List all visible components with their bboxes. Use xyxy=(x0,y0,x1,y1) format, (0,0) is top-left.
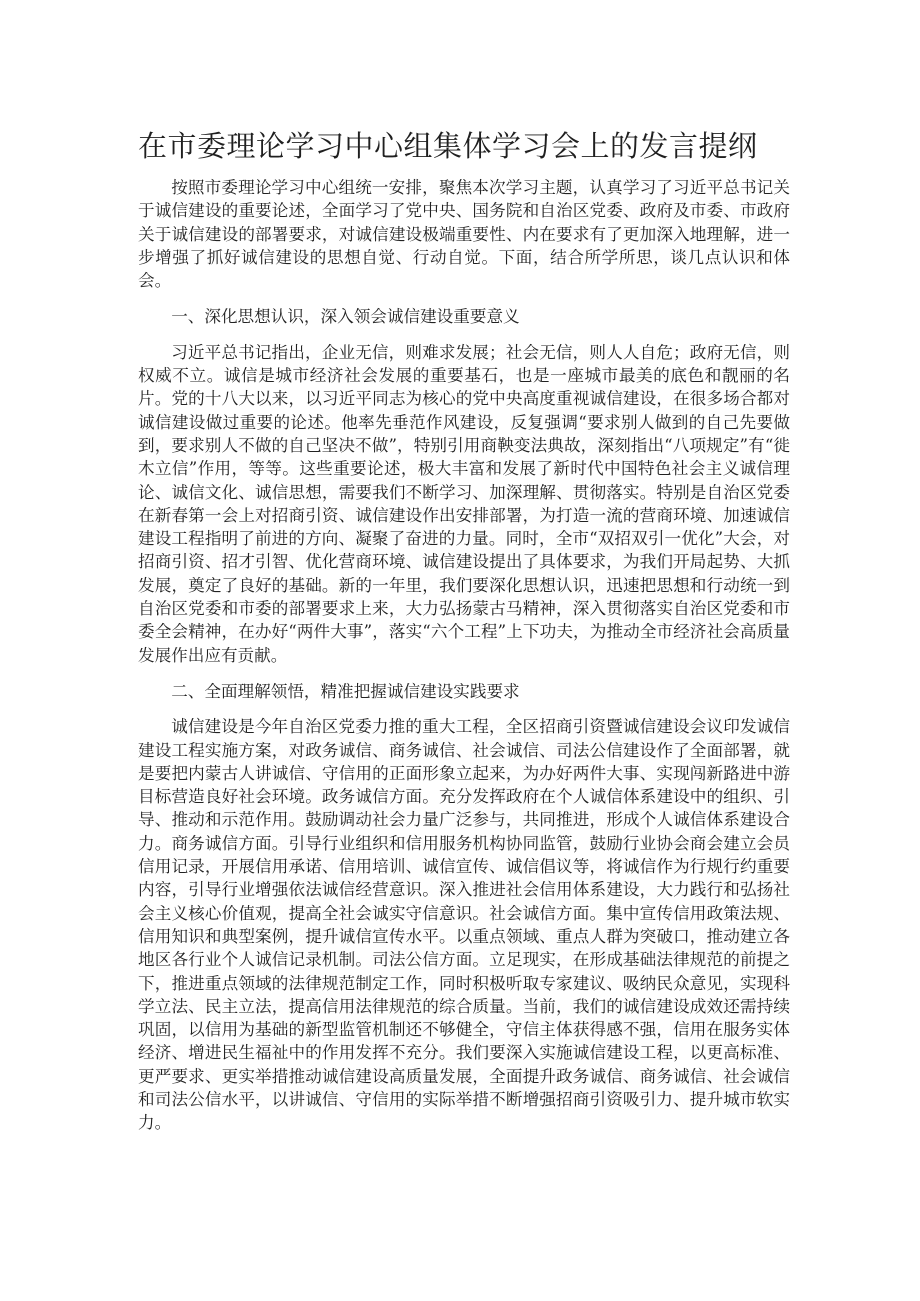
section-2-heading: 二、全面理解领悟，精准把握诚信建设实践要求 xyxy=(171,681,520,701)
document-body xyxy=(138,176,790,1135)
intro-paragraph: 按照市委理论学习中心组统一安排，聚焦本次学习主题，认真学习了习近平总书记关于诚信建设的重要论述，全面学习了党中央、国务院和自治区党委、政府及市委、市政府关于诚信建设的部署要求，对诚信建设极端重要性、内在要求有了更加深入地理解，进一步增强了抓好诚信建设的思想自觉、行动自觉。下面，结合所学所思，谈几点认识和体会。 xyxy=(138,178,790,291)
document-title: 在市委理论学习中心组集体学习会上的发言提纲 xyxy=(138,129,758,163)
section-1-heading: 一、深化思想认识，深入领会诚信建设重要意义 xyxy=(171,307,520,327)
section-1-paragraph: 习近平总书记指出，企业无信，则难求发展；社会无信，则人人自危；政府无信，则权威不立。诚信是城市经济社会发展的重要基石，也是一座城市最美的底色和靓丽的名片。党的十八大以来，以习近平同志为核心的党中央高度重视诚信建设，在很多场合都对诚信建设做过重要的论述。他率先垂范作风建设，反复强调“要求别人做到的自己先要做到，要求别人不做的自己坚决不做”，特别引用商鞅变法典故，深刻指出“八项规定”有“徙木立信”作用，等等。这些重要论述，极大丰富和发展了新时代中国特色社会主义诚信理论、诚信文化、诚信思想，需要我们不断学习、加深理解、贯彻落实。特别是自治区党委在新春第一会上对招商引资、诚信建设作出安排部署，为打造一流的营商环境、加速诚信建设工程指明了前进的方向、凝聚了奋进的力量。同时，全市“双招双引一优化”大会，对招商引资、招才引智、优化营商环境、诚信建设提出了具体要求，为我们开局起势、大抓发展，奠定了良好的基础。新的一年里，我们要深化思想认识，迅速把思想和行动统一到自治区党委和市委的部署要求上来，大力弘扬蒙古马精神，深入贯彻落实自治区党委和市委全会精神，在办好“两件大事”，落实“六个工程”上下功夫，为推动全市经济社会高质量发展作出应有贡献。 xyxy=(138,342,790,665)
section-2-paragraph: 诚信建设是今年自治区党委力推的重大工程，全区招商引资暨诚信建设会议印发诚信建设工程实施方案，对政务诚信、商务诚信、社会诚信、司法公信建设作了全面部署，就是要把内蒙古人讲诚信、守信用的正面形象立起来，为办好两件大事、实现闯新路进中游目标营造良好社会环境。政务诚信方面。充分发挥政府在个人诚信体系建设中的组织、引导、推动和示范作用。鼓励调动社会力量广泛参与，共同推进，形成个人诚信体系建设合力。商务诚信方面。引导行业组织和信用服务机构协同监管，鼓励行业协会商会建立会员信用记录，开展信用承诺、信用培训、诚信宣传、诚信倡议等，将诚信作为行规行约重要内容，引导行业增强依法诚信经营意识。深入推进社会信用体系建设，大力践行和弘扬社会主义核心价值观，提高全社会诚实守信意识。社会诚信方面。集中宣传信用政策法规、信用知识和典型案例，提升诚信宣传水平。以重点领域、重点人群为突破口，推动建立各地区各行业个人诚信记录机制。司法公信方面。立足现实，在形成基础法律规范的前提之下，推进重点领域的法律规范制定工作，同时积极听取专家建议、吸纳民众意见，实现科学立法、民主立法，提高信用法律规范的综合质量。当前，我们的诚信建设成效还需持续巩固，以信用为基础的新型监管机制还不够健全，守信主体获得感不强，信用在服务实体经济、增进民生福祉中的作用发挥不充分。我们要深入实施诚信建设工程，以更高标准、更严要求、更实举措推动诚信建设高质量发展，全面提升政务诚信、商务诚信、社会诚信和司法公信水平，以讲诚信、守信用的实际举措不断增强招商引资吸引力、提升城市软实力。 xyxy=(138,717,790,1133)
